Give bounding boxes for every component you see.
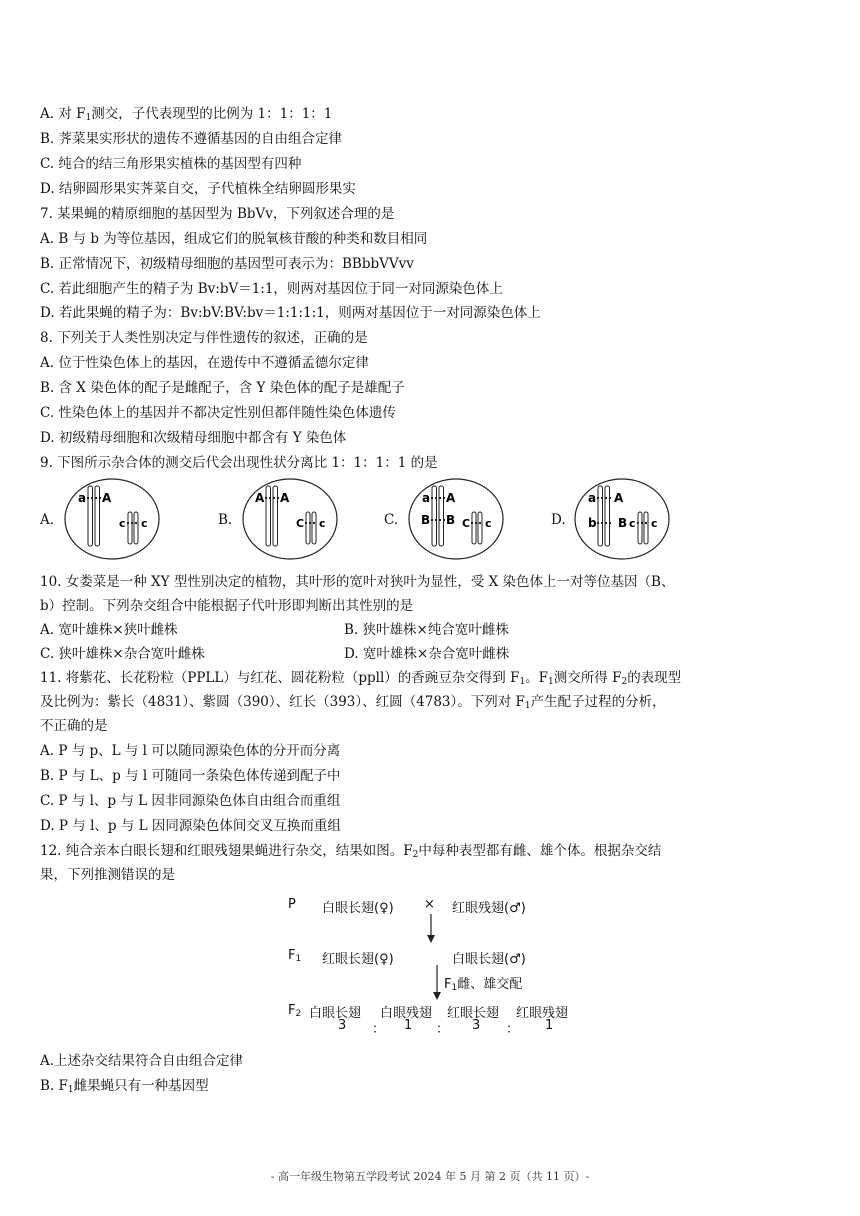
cross-f1-male: 白眼长翅(♂) — [452, 952, 526, 967]
chromosome — [312, 512, 316, 544]
gene-label: A — [255, 491, 265, 505]
chromosome — [638, 512, 642, 544]
cross-p-female: 白眼长翅(♀) — [322, 901, 394, 916]
q6-option-c: C. 纯合的结三角形果实植株的基因型有四种 — [40, 156, 302, 172]
chromosome — [644, 512, 648, 544]
q6-option-a: A. 对 $F_1$测交，子代表现型的比例为 1：1：1：1 — [40, 106, 333, 123]
q11-option-a: A. P 与 p、L 与 l 可以随同源染色体的分开而分离 — [40, 743, 341, 759]
cross-p-male: 红眼残翅(♂) — [452, 901, 526, 916]
cross-f2-phenotype: 红眼长翅 — [447, 1006, 500, 1021]
q8-stem: 8. 下列关于人类性别决定与伴性遗传的叙述，正确的是 — [40, 330, 368, 346]
gene-label: c — [319, 517, 326, 530]
q9-label-c: C. — [384, 512, 399, 528]
chromosome — [439, 486, 444, 546]
cross-f2-ratio: ： — [372, 1022, 386, 1037]
q9-label-a: A. — [40, 512, 55, 528]
q10-option-c: C. 狭叶雄株×杂合宽叶雌株 — [40, 646, 205, 662]
q11-option-c: C. P 与 l、p 与 L 因非同源染色体自由组合而重组 — [40, 793, 341, 809]
q11-stem-line3: 不正确的是 — [40, 718, 108, 734]
chromosome — [266, 486, 271, 546]
q10-stem-line2: b）控制。下列杂交组合中能根据子代叶形即判断出其性别的是 — [40, 598, 414, 614]
q12-option-b: B. $F_1$雌果蝇只有一种基因型 — [40, 1078, 209, 1095]
cross-f2-phenotype: 红眼残翅 — [516, 1006, 569, 1021]
q10-option-b: B. 狭叶雄株×纯合宽叶雌株 — [344, 622, 509, 638]
gene-label: b — [588, 516, 597, 530]
chromosome — [128, 512, 132, 544]
arrow-down-icon — [430, 965, 444, 1001]
q7-option-a: A. B 与 b 为等位基因，组成它们的脱氧核苷酸的种类和数目相同 — [40, 231, 428, 247]
gene-label: c — [485, 517, 492, 530]
cross-f2-ratio: ： — [506, 1022, 520, 1037]
gene-label: A — [102, 491, 112, 505]
gene-label: a — [78, 491, 87, 505]
q11-stem-line2: 及比例为：紫长（4831）、紫圆（390）、红长（393）、红圆（4783）。下列对 $F_1$产生配子过程的分析， — [40, 694, 666, 711]
page-footer: - 高一年级生物第五学段考试 2024 年 5 月 第 2 页（共 11 页）- — [270, 1170, 590, 1183]
chromosome — [273, 486, 278, 546]
cross-f2-phenotype: 白眼残翅 — [380, 1006, 433, 1021]
chromosome — [472, 512, 476, 544]
q10-stem-line1: 10. 女娄菜是一种 XY 型性别决定的植物，其叶形的宽叶对狭叶为显性，受 X 染色体上一对等位基因（B、 — [40, 574, 675, 590]
q7-option-d: D. 若此果蝇的精子为：Bv:bV:BV:bv＝1:1:1:1，则两对基因位于一对同源染色体上 — [40, 305, 541, 321]
gene-label: A — [614, 491, 624, 505]
gene-label: A — [446, 491, 456, 505]
chromosome — [598, 486, 603, 546]
q9-cell-d-diagram — [572, 476, 672, 562]
gene-label: B — [446, 513, 456, 527]
q10-option-d: D. 宽叶雄株×杂合宽叶雌株 — [344, 646, 510, 662]
chromosome — [478, 512, 482, 544]
q9-stem: 9. 下图所示杂合体的测交后代会出现性状分离比 1：1：1：1 的是 — [40, 455, 438, 471]
q7-stem: 7. 某果蝇的精原细胞的基因型为 BbVv，下列叙述合理的是 — [40, 206, 395, 222]
cross-p-label: P — [288, 897, 296, 912]
chromosome — [134, 512, 138, 544]
cross-f2-ratio: 3 — [338, 1018, 347, 1033]
q12-stem-line1: 12. 纯合亲本白眼长翅和红眼残翅果蝇进行杂交，结果如图。$F_2$中每种表型都有雌、雄个体。根据杂交结 — [40, 843, 662, 860]
gene-label: A — [280, 491, 290, 505]
gene-label: c — [119, 517, 126, 530]
cross-f1-female: 红眼长翅(♀) — [322, 952, 394, 967]
gene-label: c — [629, 517, 636, 530]
q8-option-c: C. 性染色体上的基因并不都决定性别但都伴随性染色体遗传 — [40, 405, 396, 421]
q11-option-d: D. P 与 l、p 与 L 因同源染色体间交叉互换而重组 — [40, 818, 341, 834]
chromosome — [432, 486, 437, 546]
cross-f1-label: $F_1$ — [288, 948, 302, 964]
q9-label-b: B. — [218, 512, 233, 528]
chromosome — [95, 486, 100, 546]
gene-label: c — [141, 517, 148, 530]
cross-f2-label: $F_2$ — [288, 1003, 302, 1019]
q11-option-b: B. P 与 L、p 与 l 可随同一条染色体传递到配子中 — [40, 768, 341, 784]
cross-f2-ratio: 3 — [472, 1018, 481, 1033]
cross-f2-ratio: 1 — [404, 1018, 413, 1033]
gene-label: c — [651, 517, 658, 530]
q8-option-a: A. 位于性染色体上的基因，在遗传中不遵循孟德尔定律 — [40, 355, 369, 371]
q9-label-d: D. — [551, 512, 566, 528]
gene-label: C — [296, 517, 305, 530]
q12-stem-line2: 果，下列推测错误的是 — [40, 867, 175, 883]
q10-option-a: A. 宽叶雄株×狭叶雌株 — [40, 622, 178, 638]
q7-option-c: C. 若此细胞产生的精子为 Bv:bV＝1:1，则两对基因位于同一对同源染色体上 — [40, 281, 503, 297]
gene-label: C — [462, 517, 471, 530]
chromosome — [605, 486, 610, 546]
q8-option-b: B. 含 X 染色体的配子是雌配子，含 Y 染色体的配子是雄配子 — [40, 380, 405, 396]
q9-cell-a-diagram — [62, 476, 162, 562]
cross-f2-ratio: 1 — [545, 1018, 554, 1033]
q8-option-d: D. 初级精母细胞和次级精母细胞中都含有 Y 染色体 — [40, 430, 347, 446]
q9-cell-b-diagram — [240, 476, 340, 562]
gene-label: B — [421, 513, 431, 527]
q6-option-b: B. 荠菜果实形状的遗传不遵循基因的自由组合定律 — [40, 131, 343, 147]
cross-f1-mating: $F_1$雌、雄交配 — [444, 977, 523, 993]
gene-label: a — [588, 491, 597, 505]
gene-label: a — [422, 491, 431, 505]
cross-times: × — [424, 897, 435, 912]
cross-f2-phenotype: 白眼长翅 — [309, 1006, 362, 1021]
q12-option-a: A.上述杂交结果符合自由组合定律 — [40, 1053, 244, 1069]
q6-option-d: D. 结卵圆形果实荠菜自交，子代植株全结卵圆形果实 — [40, 181, 356, 197]
chromosome — [306, 512, 310, 544]
chromosome — [88, 486, 93, 546]
q9-cell-c-diagram — [406, 476, 506, 562]
gene-label: B — [618, 516, 628, 530]
q7-option-b: B. 正常情况下，初级精母细胞的基因型可表示为：BBbbVVvv — [40, 256, 414, 272]
arrow-down-icon — [424, 914, 438, 944]
q11-stem-line1: 11. 将紫花、长花粉粒（PPLL）与红花、圆花粉粒（ppll）的香豌豆杂交得到 $F_1$。$F_1$测交所得 $F_2$的表现型 — [40, 670, 682, 687]
cross-f2-ratio: ： — [436, 1022, 450, 1037]
